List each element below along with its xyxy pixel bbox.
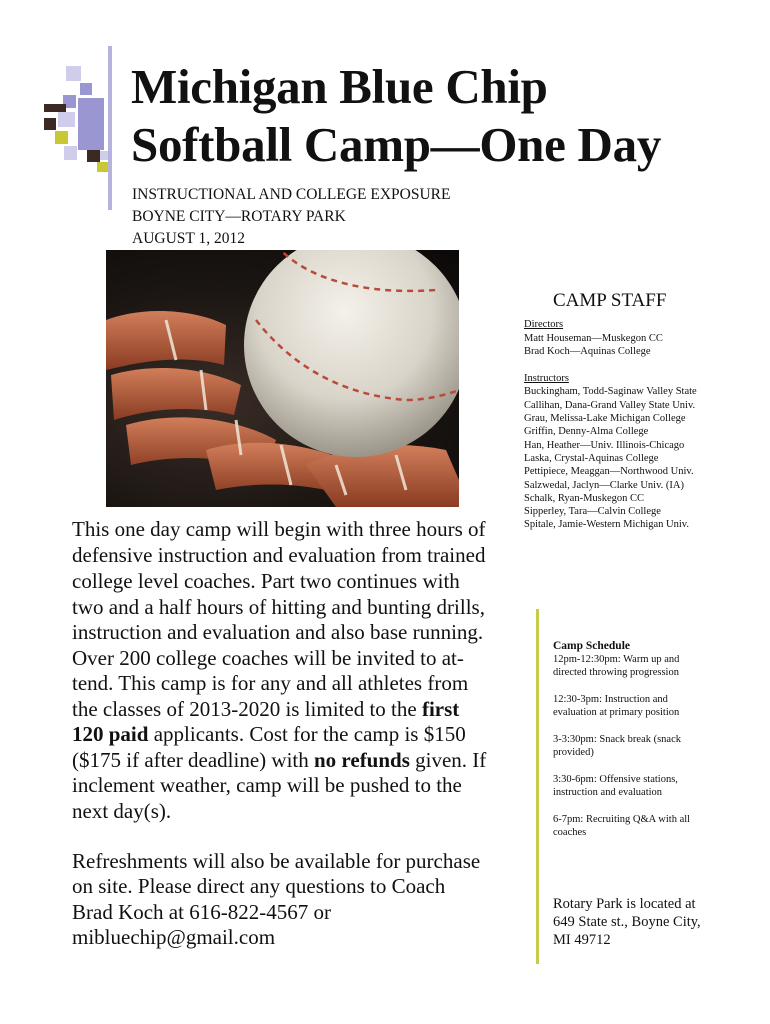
director-item: Brad Koch—Aquinas College <box>524 346 651 357</box>
subtitle-line: INSTRUCTIONAL AND COLLEGE EXPOSURE <box>132 186 451 203</box>
instructor-item: Buckingham, Todd-Saginaw Valley State <box>524 386 697 397</box>
instructor-item: Laska, Crystal-Aquinas College <box>524 453 659 464</box>
emphasis-120-paid: 120 paid <box>72 722 149 746</box>
instructor-item: Han, Heather—Univ. Illinois-Chicago <box>524 440 685 451</box>
body-text: given. If <box>409 748 487 772</box>
location-line: Rotary Park is located at <box>553 896 696 912</box>
schedule-line: 6-7pm: Recruiting Q&A with all <box>553 814 691 825</box>
schedule-line: 12pm-12:30pm: Warm up and <box>553 654 680 665</box>
schedule-line: instruction and evaluation <box>553 787 663 798</box>
instructor-item: Pettipiece, Meaggan—Northwood Univ. <box>524 466 694 477</box>
body-line <box>72 724 466 745</box>
body-line <box>72 750 486 771</box>
instructor-item: Griffin, Denny-Alma College <box>524 426 649 437</box>
instructor-item: Schalk, Ryan-Muskegon CC <box>524 493 645 504</box>
instructor-item: Spitale, Jamie-Western Michigan Univ. <box>524 519 689 530</box>
body-text: applicants. Cost for the camp is $150 <box>148 722 466 746</box>
instructors-label: Instructors <box>524 373 569 384</box>
contact-line: on site. Please direct any questions to Coach <box>72 874 446 898</box>
vertical-rule <box>108 46 112 210</box>
emphasis-no-refunds: no refunds <box>314 748 410 772</box>
schedule-line: directed throwing progression <box>553 667 679 678</box>
location-line: 649 State st., Boyne City, <box>553 914 701 930</box>
schedule-line: 3-3:30pm: Snack break (snack <box>553 734 682 745</box>
schedule-line: 12:30-3pm: Instruction and <box>553 694 668 705</box>
location-line: MI 49712 <box>553 932 611 948</box>
instructor-item: Callihan, Dana-Grand Valley State Univ. <box>524 400 696 411</box>
body-line: next day(s). <box>72 799 172 823</box>
body-line: tend. This camp is for any and all athletes from <box>72 671 469 695</box>
body-line: inclement weather, camp will be pushed to the <box>72 773 462 797</box>
page-title-line-2: Softball Camp—One Day <box>131 117 662 172</box>
body-line: This one day camp will begin with three hours of <box>72 517 486 541</box>
body-text: the classes of 2013-2020 is limited to the <box>72 697 422 721</box>
schedule-line: provided) <box>553 747 594 758</box>
body-text: ($175 if after deadline) with <box>72 748 314 772</box>
schedule-line: coaches <box>553 827 587 838</box>
contact-line: Refreshments will also be available for purchase <box>72 849 481 873</box>
subtitle-line: AUGUST 1, 2012 <box>132 230 245 247</box>
body-line <box>72 699 459 720</box>
softball-glove-photo <box>106 250 459 507</box>
schedule-line: evaluation at primary position <box>553 707 680 718</box>
body-line: instruction and evaluation and also base running. <box>72 620 484 644</box>
body-line: defensive instruction and evaluation from trained <box>72 543 486 567</box>
subtitle-line: BOYNE CITY—ROTARY PARK <box>132 208 346 225</box>
contact-email: mibluechip@gmail.com <box>72 925 276 949</box>
directors-label: Directors <box>524 319 564 330</box>
body-line: two and a half hours of hitting and bunting drills, <box>72 595 485 619</box>
body-line: Over 200 college coaches will be invited to at- <box>72 646 464 670</box>
contact-line: Brad Koch at 616-822-4567 or <box>72 900 331 924</box>
instructor-item: Sipperley, Tara—Calvin College <box>524 506 661 517</box>
camp-staff-heading: CAMP STAFF <box>553 290 667 311</box>
instructor-item: Grau, Melissa-Lake Michigan College <box>524 413 686 424</box>
schedule-line: 3:30-6pm: Offensive stations, <box>553 774 678 785</box>
director-item: Matt Houseman—Muskegon CC <box>524 333 663 344</box>
page-title-line-1: Michigan Blue Chip <box>131 59 548 114</box>
emphasis-first: first <box>421 697 460 721</box>
body-line: college level coaches. Part two continues with <box>72 569 460 593</box>
instructor-item: Salzwedal, Jaclyn—Clarke Univ. (IA) <box>524 480 684 491</box>
sidebar-divider <box>536 609 539 964</box>
schedule-heading: Camp Schedule <box>553 640 630 652</box>
